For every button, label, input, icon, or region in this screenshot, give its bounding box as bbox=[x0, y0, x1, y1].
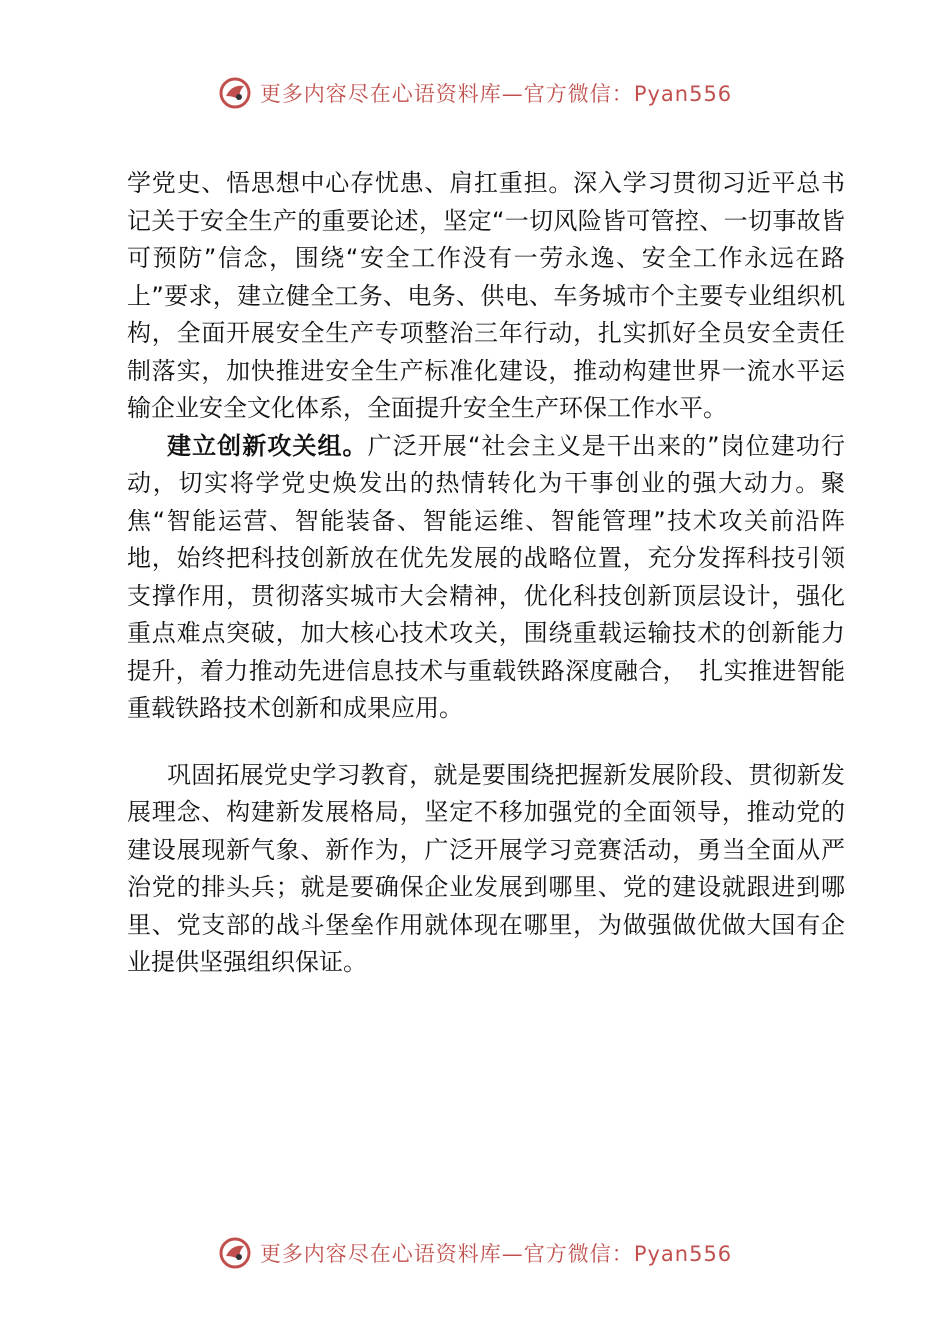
wechat-id: Pyan556 bbox=[633, 82, 733, 106]
document-body bbox=[127, 165, 845, 982]
footer-banner bbox=[0, 1231, 950, 1275]
brand-logo-icon bbox=[218, 76, 252, 110]
banner-text: 更多内容尽在心语资料库—官方微信：Pyan556 bbox=[259, 82, 733, 106]
wechat-id: Pyan556 bbox=[633, 1242, 733, 1266]
header-banner bbox=[0, 71, 950, 115]
paragraph-1: 学党史、悟思想中心存忧患、肩扛重担。深入学习贯彻习近平总书记关于安全生产的重要论述，坚定“一切风险皆可管控、一切事故皆可预防”信念，围绕“安全工作没有一劳永逸、安全工作永远在路上”要求，建立健全工务、电务、供电、车务城市个主要专业组织机构，全面开展安全生产专项整治三年行动，扎实抓好全员安全责任制落实，加快推进安全生产标准化建设，推动构建世界一流水平运输企业安全文化体系，全面提升安全生产环保工作水平。 bbox=[127, 169, 845, 422]
paragraph-2-text: 广泛开展“社会主义是干出来的”岗位建功行动，切实将学党史焕发出的热情转化为干事创业的强大动力。聚焦“智能运营、智能装备、智能运维、智能管理”技术攻关前沿阵地，始终把科技创新放在优先发展的战略位置，充分发挥科技引领支撑作用，贯彻落实城市大会精神，优化科技创新顶层设计，强化重点难点突破，加大核心技术攻关，围绕重载运输技术的创新能力提升，着力推动先进信息技术与重载铁路深度融合， 扎实推进智能重载铁路技术创新和成果应用。 bbox=[127, 431, 846, 722]
banner-text: 更多内容尽在心语资料库—官方微信：Pyan556 bbox=[259, 1242, 733, 1266]
paragraph-3: 巩固拓展党史学习教育，就是要围绕把握新发展阶段、贯彻新发展理念、构建新发展格局，坚定不移加强党的全面领导，推动党的建设展现新气象、新作为，广泛开展学习竞赛活动，勇当全面从严治党的排头兵；就是要确保企业发展到哪里、党的建设就跟进到哪里、党支部的战斗堡垒作用就体现在哪里，为做强做优做大国有企业提供坚强组织保证。 bbox=[127, 760, 845, 976]
paragraph-2-heading: 建立创新攻关组。 bbox=[167, 431, 368, 460]
paragraph-2 bbox=[127, 428, 845, 728]
brand-logo-icon bbox=[218, 1236, 252, 1270]
